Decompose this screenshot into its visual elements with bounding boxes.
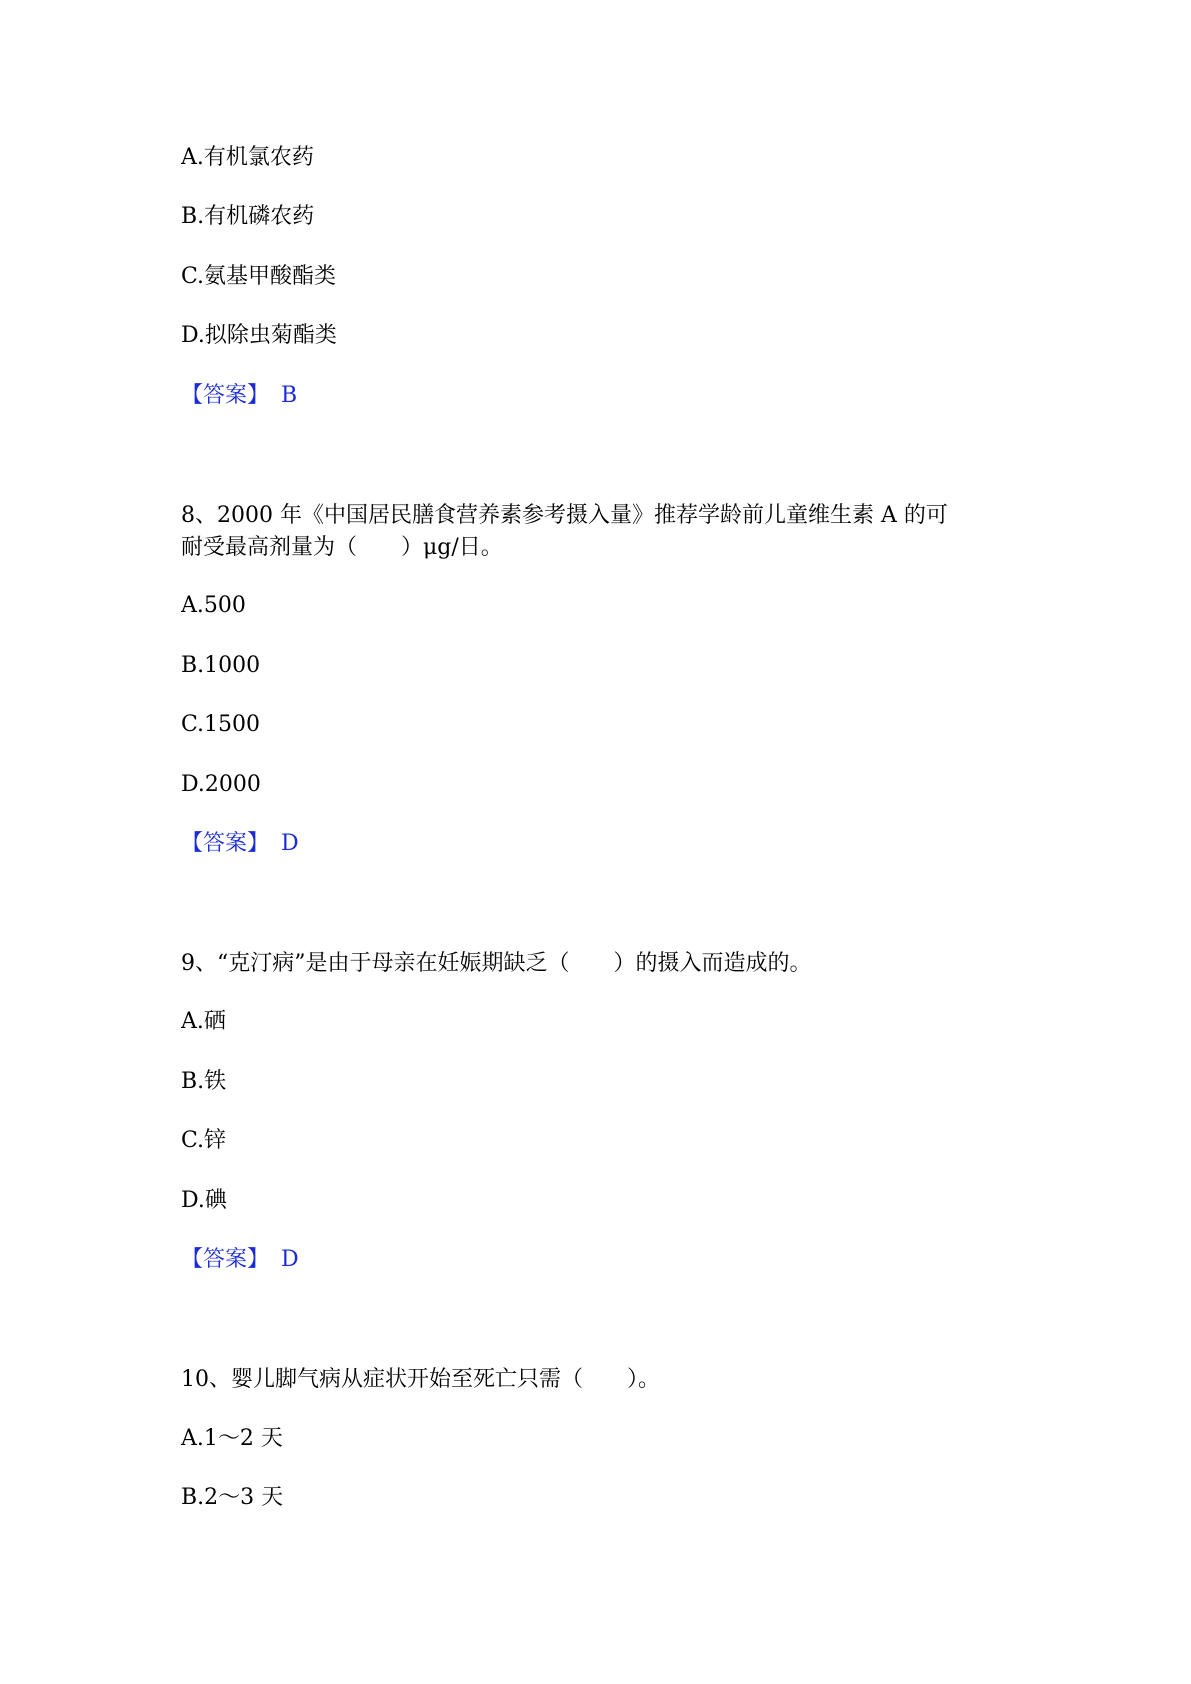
- q8-answer: [181, 828, 299, 860]
- q8-stem-line2: 耐受最高剂量为（ ）μg/日。: [181, 535, 503, 560]
- q8-option-c: C.1500: [181, 712, 261, 737]
- q9-answer: [181, 1244, 299, 1276]
- answer-value: B: [281, 383, 298, 408]
- q7-option-d: D.拟除虫菊酯类: [181, 323, 337, 348]
- q8-stem-line1: 8、2000 年《中国居民膳食营养素参考摄入量》推荐学龄前儿童维生素 A 的可: [181, 503, 948, 528]
- answer-label: 【答案】: [181, 831, 270, 856]
- q9-option-a: A.硒: [181, 1009, 226, 1034]
- q10-option-b: B.2～3 天: [181, 1485, 284, 1510]
- q8-option-b: B.1000: [181, 653, 261, 678]
- q8-option-a: A.500: [181, 593, 246, 618]
- q9-option-d: D.碘: [181, 1188, 227, 1213]
- answer-value: D: [281, 831, 299, 856]
- q7-option-c: C.氨基甲酸酯类: [181, 264, 337, 289]
- q9-stem: 9、“克汀病”是由于母亲在妊娠期缺乏（ ）的摄入而造成的。: [181, 951, 812, 976]
- q9-option-b: B.铁: [181, 1069, 227, 1094]
- answer-label: 【答案】: [181, 383, 270, 408]
- answer-value: D: [281, 1247, 299, 1272]
- q8-option-d: D.2000: [181, 772, 261, 797]
- q7-option-b: B.有机磷农药: [181, 204, 315, 229]
- q7-option-a: A.有机氯农药: [181, 145, 314, 170]
- answer-label: 【答案】: [181, 1247, 270, 1272]
- q10-stem: 10、婴儿脚气病从症状开始至死亡只需（ ）。: [181, 1367, 660, 1392]
- q10-option-a: A.1～2 天: [181, 1426, 283, 1451]
- q9-option-c: C.锌: [181, 1128, 227, 1153]
- q7-answer: [181, 380, 297, 412]
